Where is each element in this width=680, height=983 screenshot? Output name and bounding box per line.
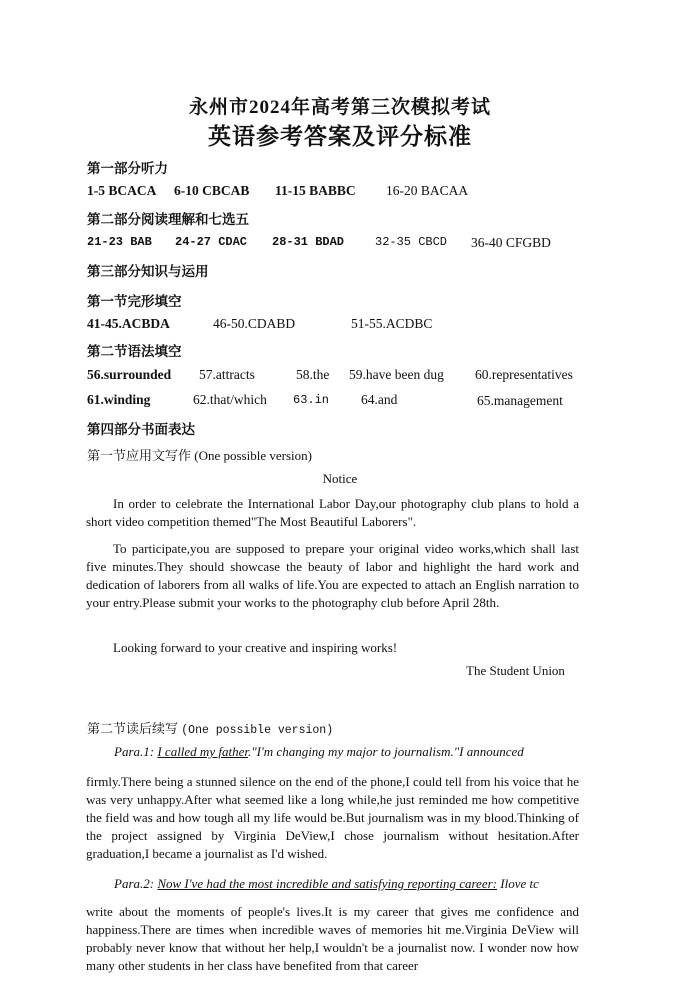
para1-prompt: I called my father xyxy=(157,744,248,759)
answer-item: 65.management xyxy=(477,393,563,408)
answer-item: 56.surrounded xyxy=(87,367,172,382)
part4-heading: 第四部分书面表达 xyxy=(87,422,195,438)
answer-item: 60.representatives xyxy=(475,367,573,382)
answer-group: 1-5 BCACA xyxy=(87,183,157,198)
answer-item: 63.in xyxy=(293,393,330,407)
para1-first-line: Para.1: I called my father."I'm changing my major to journalism."I announced xyxy=(114,744,524,759)
notice-paragraph: Looking forward to your creative and inspiring works! xyxy=(113,640,398,655)
cloze-heading: 第一节完形填空 xyxy=(87,294,182,310)
para1-body: firmly.There being a stunned silence on the end of the phone,I could tell from his voice that he was very unhappy.After what seemed like a long while,he just reminded me how competitive the field was and how tough all my life would be.But journalism was in my blood.Thinking of the project assigned by Virginia DeView,I chose journalism without hesitation.After graduation,I became a journalist as I'd wished. xyxy=(86,774,579,861)
continuation-writing-heading: 第二节读后续写 (One possible version) xyxy=(87,722,334,737)
part1-heading: 第一部分听力 xyxy=(87,161,168,177)
part2-heading: 第二部分阅读理解和七选五 xyxy=(87,212,249,228)
answer-group: 16-20 BACAA xyxy=(386,183,469,198)
part3-heading: 第三部分知识与运用 xyxy=(87,264,209,280)
answer-group: 24-27 CDAC xyxy=(175,235,248,249)
answer-group: 6-10 CBCAB xyxy=(174,183,250,198)
notice-paragraph: To participate,you are supposed to prepare your original video works,which shall last five minutes.They should showcase the beauty of labor and highlight the hard work and dedication of laborers from all walks of life.You are expected to attach an English narration to your entry.Please submit your works to the photography club before April 28th. xyxy=(86,541,579,610)
practical-writing-heading: 第一节应用文写作 (One possible version) xyxy=(87,448,312,464)
grammar-heading: 第二节语法填空 xyxy=(87,344,182,360)
answer-group: 41-45.ACBDA xyxy=(87,316,170,331)
answer-item: 58.the xyxy=(296,367,330,382)
answer-group: 36-40 CFGBD xyxy=(471,235,551,250)
answer-item: 57.attracts xyxy=(199,367,255,382)
notice-title: Notice xyxy=(322,471,358,486)
answer-group: 28-31 BDAD xyxy=(272,235,345,249)
para2-prompt: Now I've had the most incredible and satisfying reporting career: xyxy=(157,876,497,891)
para2-body: write about the moments of people's lives.It is my career that gives me confidence and happiness.There are times when incredible waves of memories hit me.Virginia DeView will probably never know that without her help,I wouldn't be a journalist now. I wonder now how many other students in her class have benefited from that career xyxy=(86,904,579,973)
answer-group: 32-35 CBCD xyxy=(375,235,448,249)
answer-item: 59.have been dug xyxy=(349,367,444,382)
answer-key-title: 英语参考答案及评分标准 xyxy=(208,124,472,149)
notice-signature: The Student Union xyxy=(466,663,565,678)
answer-item: 61.winding xyxy=(87,392,151,407)
answer-group: 46-50.CDABD xyxy=(213,316,296,331)
answer-item: 62.that/which xyxy=(193,392,267,407)
answer-group: 21-23 BAB xyxy=(87,235,152,249)
answer-item: 64.and xyxy=(361,392,398,407)
answer-group: 11-15 BABBC xyxy=(275,183,356,198)
notice-paragraph: In order to celebrate the International Labor Day,our photography club plans to hold a short video competition themed"The Most Beautiful Laborers". xyxy=(86,496,579,529)
answer-group: 51-55.ACDBC xyxy=(351,316,433,331)
para2-first-line: Para.2: Now I've had the most incredible and satisfying reporting career: Ilove tc xyxy=(114,876,539,891)
exam-title: 永州市2024年高考第三次模拟考试 xyxy=(188,97,491,118)
